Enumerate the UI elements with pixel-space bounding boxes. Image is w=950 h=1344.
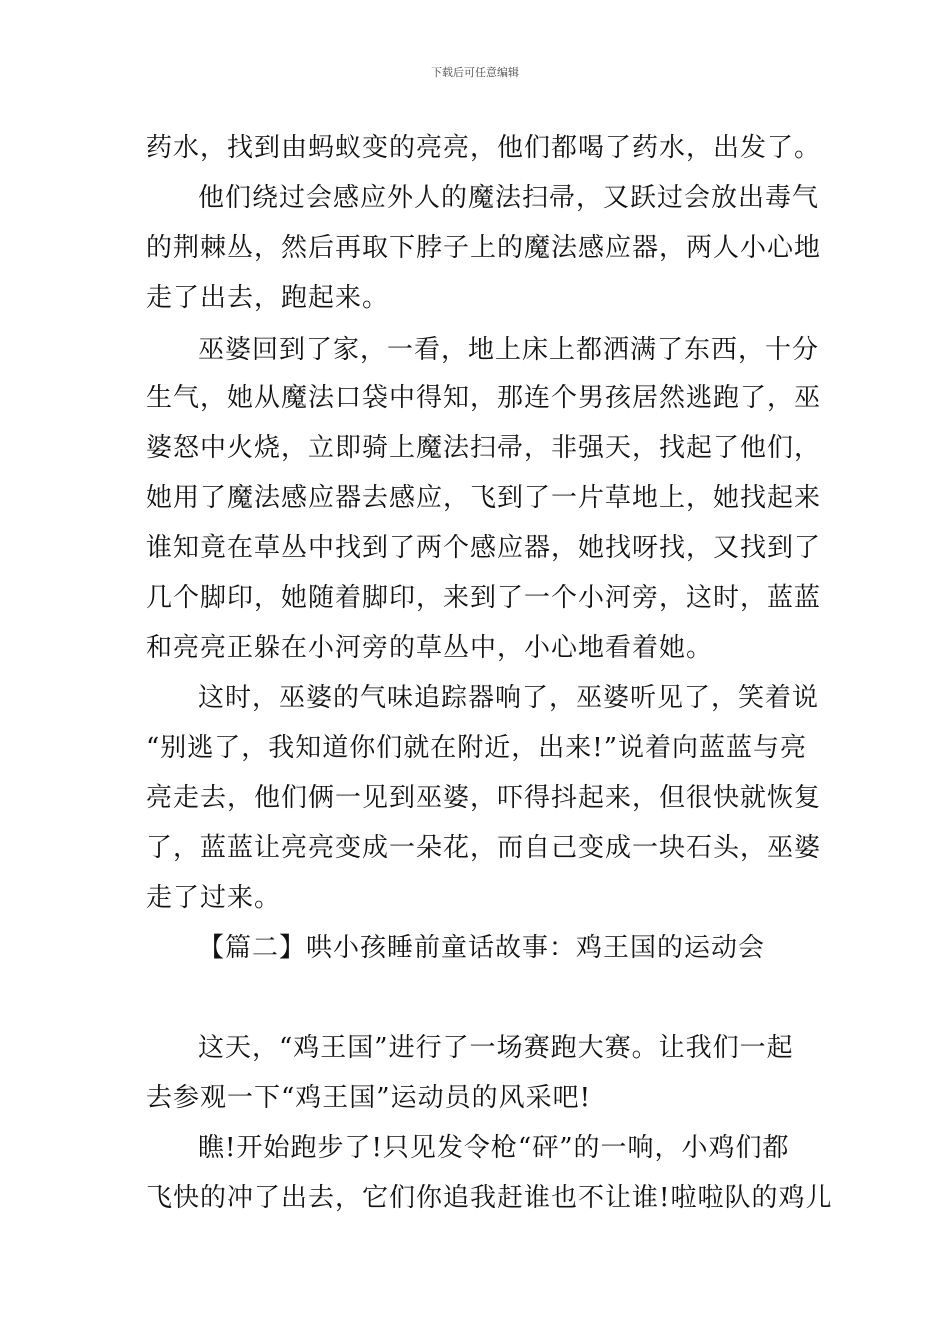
text-line: 去参观一下“鸡王国”运动员的风采吧!	[146, 1083, 592, 1113]
paragraph-start-line: 瞧!开始跑步了!只见发令枪“砰”的一响，小鸡们都	[198, 1133, 790, 1163]
paragraph-start-line: 这天，“鸡王国”进行了一场赛跑大赛。让我们一起	[198, 1033, 794, 1063]
text-line: “别逃了，我知道你们就在附近，出来!”说着向蓝蓝与亮	[146, 733, 808, 763]
section-heading: 【篇二】哄小孩睡前童话故事：鸡王国的运动会	[198, 933, 766, 963]
text-line: 她用了魔法感应器去感应，飞到了一片草地上，她找起来	[146, 483, 822, 513]
text-line: 走了过来。	[146, 883, 282, 913]
text-line: 药水，找到由蚂蚁变的亮亮，他们都喝了药水，出发了。	[146, 133, 822, 163]
text-line: 的荆棘丛，然后再取下脖子上的魔法感应器，两人小心地	[146, 233, 822, 263]
text-line: 婆怒中火烧，立即骑上魔法扫帚，非强天，找起了他们，	[146, 433, 822, 463]
page-header: 下载后可任意编辑	[431, 66, 519, 79]
text-line: 生气，她从魔法口袋中得知，那连个男孩居然逃跑了，巫	[146, 383, 822, 413]
text-line: 走了出去，跑起来。	[146, 283, 390, 313]
paragraph-start-line: 这时，巫婆的气味追踪器响了，巫婆听见了，笑着说	[198, 683, 820, 713]
text-line: 谁知竟在草丛中找到了两个感应器，她找呀找，又找到了	[146, 533, 822, 563]
text-line: 飞快的冲了出去，它们你追我赶谁也不让谁!啦啦队的鸡儿	[146, 1183, 833, 1213]
paragraph-start-line: 巫婆回到了家，一看，地上床上都洒满了东西，十分	[198, 335, 820, 365]
text-line: 亮走去，他们俩一见到巫婆，吓得抖起来，但很快就恢复	[146, 783, 822, 813]
text-line: 和亮亮正躲在小河旁的草丛中，小心地看着她。	[146, 633, 714, 663]
text-line: 了，蓝蓝让亮亮变成一朵花，而自己变成一块石头，巫婆	[146, 833, 822, 863]
text-line: 几个脚印，她随着脚印，来到了一个小河旁，这时，蓝蓝	[146, 583, 822, 613]
paragraph-start-line: 他们绕过会感应外人的魔法扫帚，又跃过会放出毒气	[198, 183, 820, 213]
